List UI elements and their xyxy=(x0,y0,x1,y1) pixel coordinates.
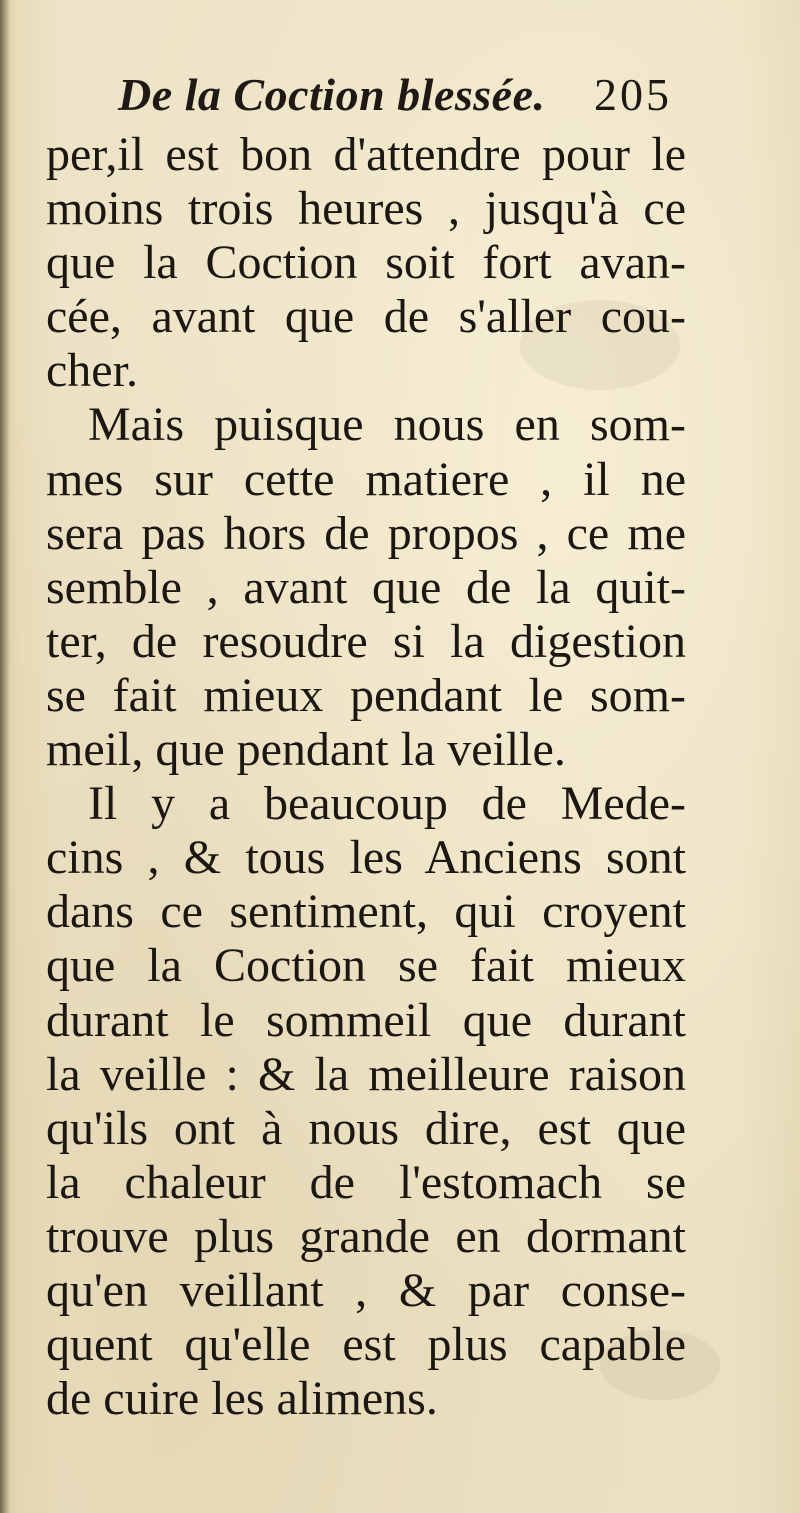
text-line: per,il est bon d'attendre pour le xyxy=(46,128,686,181)
running-head xyxy=(0,60,800,130)
text-line: cée, avant que de s'aller cou- xyxy=(46,290,686,344)
text-line: qu'ils ont à nous dire, est que xyxy=(46,1101,686,1155)
text-line: cher. xyxy=(46,344,138,398)
text-line: cins , & tous les Anciens sont xyxy=(46,831,686,885)
text-line: dans ce sentiment, qui croyent xyxy=(46,885,686,939)
text-line: sera pas hors de propos , ce me xyxy=(46,506,686,560)
text-line: de cuire les alimens. xyxy=(46,1372,438,1426)
text-line: qu'en veillant , & par conse- xyxy=(46,1263,686,1317)
text-line: trouve plus grande en dormant xyxy=(46,1209,686,1263)
text-line: que la Coction soit fort avan- xyxy=(46,236,686,290)
text-line: mes sur cette matiere , il ne xyxy=(46,452,686,506)
text-line: que la Coction se fait mieux xyxy=(46,939,686,993)
text-line: moins trois heures , jusqu'à ce xyxy=(46,182,686,236)
body-text xyxy=(46,128,686,1426)
page-number: 205 xyxy=(594,69,672,120)
text-line: se fait mieux pendant le som- xyxy=(46,668,686,722)
text-line: ter, de resoudre si la digestion xyxy=(46,614,686,668)
running-head-title: De la Coction blessée. xyxy=(118,69,546,120)
text-line: la chaleur de l'estomach se xyxy=(46,1155,686,1209)
text-line: semble , avant que de la quit- xyxy=(46,560,686,614)
text-line: durant le sommeil que durant xyxy=(46,993,686,1047)
text-line: meil, que pendant la veille. xyxy=(46,723,566,777)
paragraph-first-line: Il y a beaucoup de Mede- xyxy=(88,777,686,831)
paragraph-first-line: Mais puisque nous en som- xyxy=(88,398,686,452)
text-line: la veille : & la meilleure raison xyxy=(46,1047,686,1101)
page-gutter-shadow xyxy=(0,0,10,1513)
text-line: quent qu'elle est plus capable xyxy=(46,1318,686,1372)
